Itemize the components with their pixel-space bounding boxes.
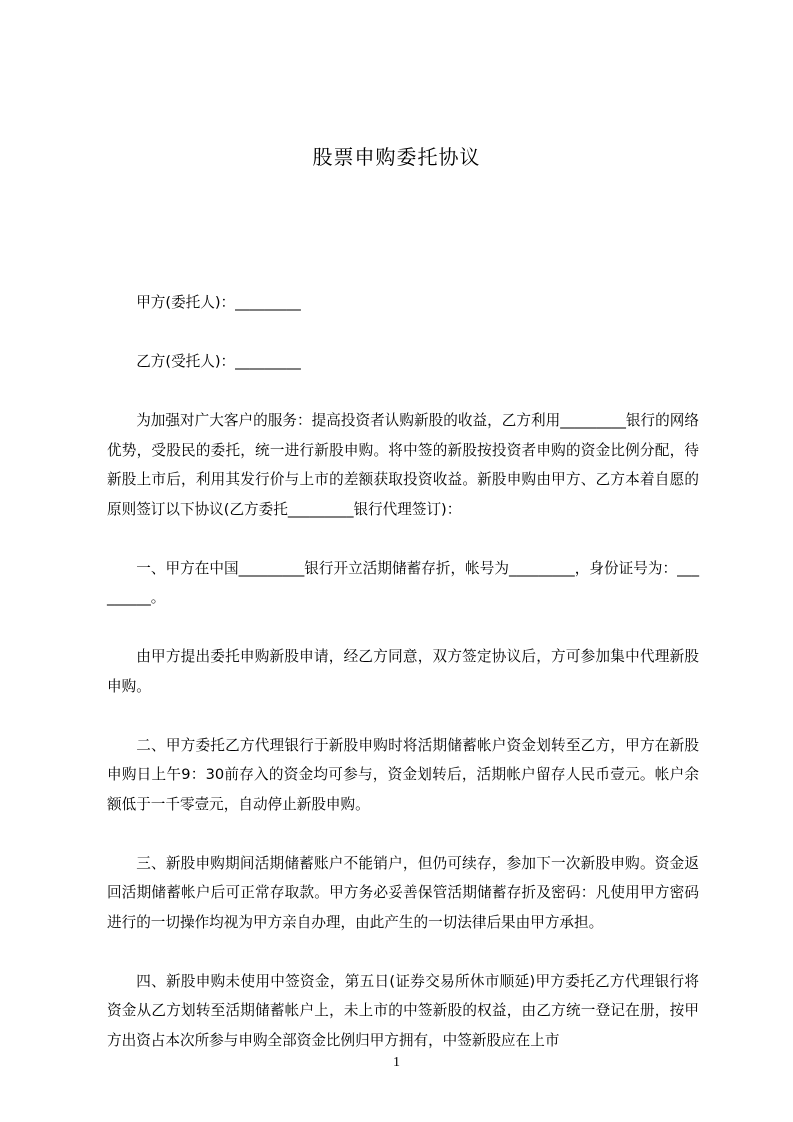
clause-2-paragraph: 二、甲方委托乙方代理银行于新股申购时将活期储蓄帐户资金划转至乙方，甲方在新股申购日上午9：30前存入的资金均可参与，资金划转后，活期帐户留存人民币壹元。帐户余额低于一千零壹元，自动停止新股申购。	[107, 736, 699, 813]
clause-1-paragraph: 一、甲方在中国_________银行开立活期储蓄存折，帐号为_________，身份证号为：_________。	[107, 559, 699, 606]
document-title: 股票申购委托协议	[312, 145, 481, 169]
clause-3-paragraph: 三、新股申购期间活期储蓄账户不能销户，但仍可续存，参加下一次新股申购。资金返回活期储蓄帐户后可正常存取款。甲方务必妥善保管活期储蓄存折及密码：凡使用甲方密码进行的一切操作均视为甲方亲自办理，由此产生的一切法律后果由甲方承担。	[107, 854, 699, 931]
clause-1-note-paragraph: 由甲方提出委托申购新股申请，经乙方同意，双方签定协议后，方可参加集中代理新股申购。	[107, 648, 699, 695]
party-a-line: 甲方(委托人)：_________	[136, 294, 301, 311]
clause-4-paragraph: 四、新股申购未使用中签资金，第五日(证券交易所休市顺延)甲方委托乙方代理银行将资金从乙方划转至活期储蓄帐户上，未上市的中签新股的权益，由乙方统一登记在册，按甲方出资占本次所参与申购全部资金比例归甲方拥有，中签新股应在上市	[107, 972, 699, 1049]
document-body	[107, 288, 699, 1055]
preamble-paragraph: 为加强对广大客户的服务：提高投资者认购新股的收益，乙方利用_________银行的网络优势，受股民的委托，统一进行新股申购。将中签的新股按投资者申购的资金比例分配，待新股上市后，利用其发行价与上市的差额获取投资收益。新股申购由甲方、乙方本着自愿的原则签订以下协议(乙方委托_________银行代理签订)：	[107, 412, 699, 518]
page-number: 1	[393, 1055, 400, 1070]
party-b-line: 乙方(受托人)：_________	[136, 353, 301, 370]
